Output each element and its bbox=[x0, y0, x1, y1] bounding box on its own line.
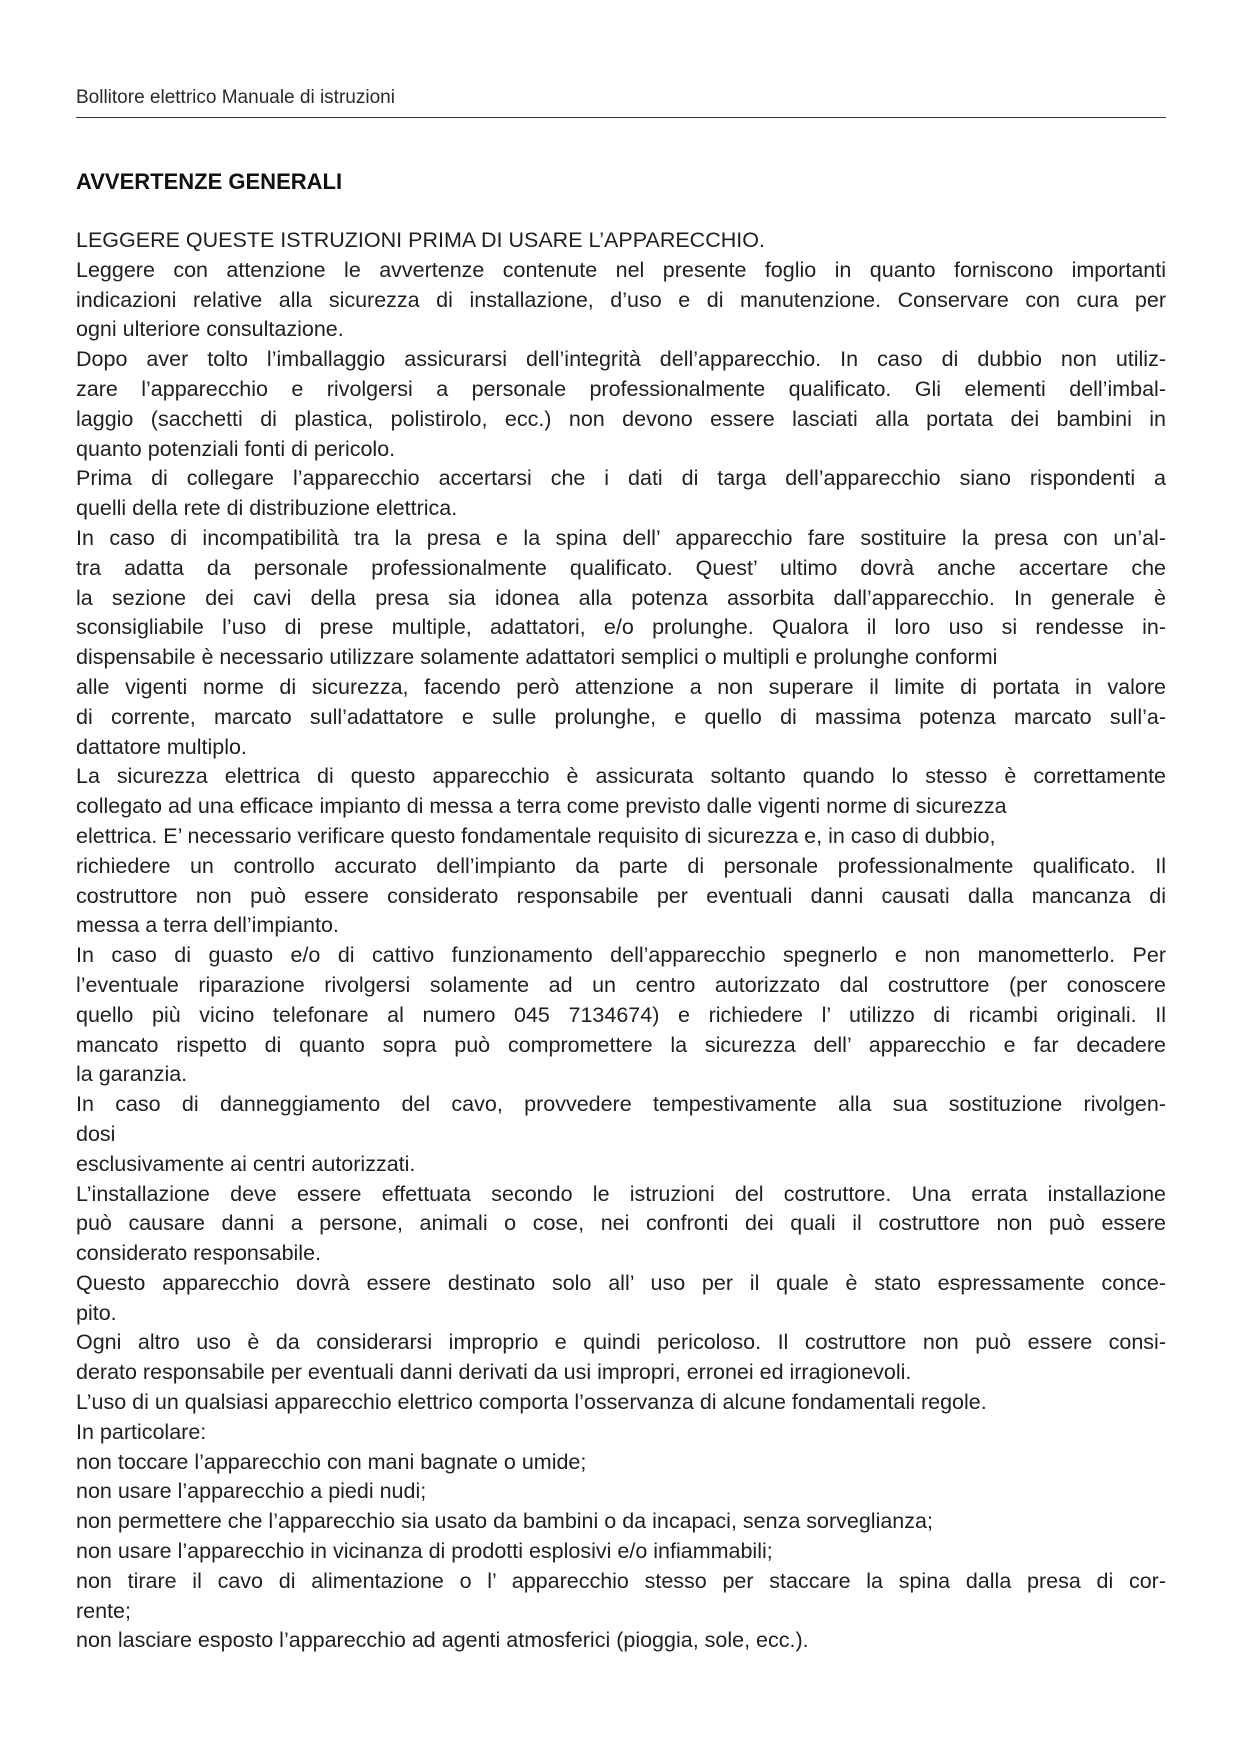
text-line: collegato ad una efficace impianto di messa a terra come previsto dalle vigenti norme di sicurezza bbox=[76, 794, 1007, 819]
text-line: LEGGERE QUESTE ISTRUZIONI PRIMA DI USARE L’APPARECCHIO. bbox=[76, 228, 765, 252]
text-line: di corrente, marcato sull’adattatore e sulle prolunghe, e quello di massima potenza marcato sull’a- bbox=[76, 704, 1166, 729]
text-line: Questo apparecchio dovrà essere destinato solo all’ uso per il quale è stato espressamente conce- bbox=[76, 1270, 1166, 1295]
text-line: la sezione dei cavi della presa sia idonea alla potenza assorbita dall’apparecchio. In generale è bbox=[76, 585, 1166, 610]
text-line: In caso di danneggiamento del cavo, provvedere tempestivamente alla sua sostituzione rivolgen- bbox=[76, 1092, 1166, 1117]
text-line: La sicurezza elettrica di questo apparecchio è assicurata soltanto quando lo stesso è correttamente bbox=[76, 764, 1166, 789]
text-line: quanto potenziali fonti di pericolo. bbox=[76, 436, 396, 461]
running-header: Bollitore elettrico Manuale di istruzioni bbox=[76, 87, 395, 108]
text-line: la garanzia. bbox=[76, 1062, 188, 1087]
text-line: Leggere con attenzione le avvertenze contenute nel presente foglio in quanto forniscono importanti bbox=[76, 257, 1166, 282]
text-line: non usare l’apparecchio in vicinanza di prodotti esplosivi e/o infiammabili; bbox=[76, 1539, 773, 1564]
text-line: Dopo aver tolto l’imballaggio assicurarsi dell’integrità dell’apparecchio. In caso di dubbio non utiliz- bbox=[76, 347, 1166, 372]
body-text bbox=[76, 226, 1166, 1656]
text-line: In caso di guasto e/o di cattivo funzionamento dell’apparecchio spegnerlo e non manometterlo. Per bbox=[76, 943, 1166, 968]
text-line: costruttore non può essere considerato responsabile per eventuali danni causati dalla mancanza di bbox=[76, 883, 1166, 908]
text-line: dattatore multiplo. bbox=[76, 734, 247, 759]
text-line: l’eventuale riparazione rivolgersi solamente ad un centro autorizzato dal costruttore (per conoscere bbox=[76, 972, 1166, 997]
text-line: quello più vicino telefonare al numero 045 7134674) e richiedere l’ utilizzo di ricambi originali. Il bbox=[76, 1002, 1166, 1027]
text-line: dispensabile è necessario utilizzare solamente adattatori semplici o multipli e prolunghe conformi bbox=[76, 645, 998, 670]
text-line: laggio (sacchetti di plastica, polistirolo, ecc.) non devono essere lasciati alla portata dei bambini in bbox=[76, 406, 1166, 431]
text-line: elettrica. E’ necessario verificare questo fondamentale requisito di sicurezza e, in caso di dubbio, bbox=[76, 823, 996, 848]
section-title: AVVERTENZE GENERALI bbox=[76, 169, 343, 194]
text-line: non tirare il cavo di alimentazione o l’ apparecchio stesso per staccare la spina dalla presa di cor- bbox=[76, 1568, 1166, 1593]
text-line: dosi bbox=[76, 1121, 116, 1146]
text-line: indicazioni relative alla sicurezza di installazione, d’uso e di manutenzione. Conservare con cura per bbox=[76, 287, 1166, 312]
text-line: In particolare: bbox=[76, 1419, 207, 1444]
text-line: alle vigenti norme di sicurezza, facendo però attenzione a non superare il limite di portata in valore bbox=[76, 674, 1166, 699]
text-line: In caso di incompatibilità tra la presa e la spina dell’ apparecchio fare sostituire la presa con un’al- bbox=[76, 525, 1166, 550]
text-line: zare l’apparecchio e rivolgersi a personale professionalmente qualificato. Gli elementi dell’imbal- bbox=[76, 376, 1166, 401]
text-line: Ogni altro uso è da considerarsi improprio e quindi pericoloso. Il costruttore non può essere consi- bbox=[76, 1330, 1166, 1355]
text-line: considerato responsabile. bbox=[76, 1241, 322, 1266]
text-line: L’installazione deve essere effettuata secondo le istruzioni del costruttore. Una errata installazione bbox=[76, 1181, 1166, 1206]
text-line: mancato rispetto di quanto sopra può compromettere la sicurezza dell’ apparecchio e far decadere bbox=[76, 1032, 1166, 1057]
text-line: Prima di collegare l’apparecchio accertarsi che i dati di targa dell’apparecchio siano rispondenti a bbox=[76, 466, 1166, 491]
text-line: ogni ulteriore consultazione. bbox=[76, 317, 344, 342]
text-line: derato responsabile per eventuali danni derivati da usi impropri, erronei ed irragionevoli. bbox=[76, 1360, 912, 1385]
text-line: pito. bbox=[76, 1300, 117, 1325]
text-line: richiedere un controllo accurato dell’impianto da parte di personale professionalmente qualificato. Il bbox=[76, 853, 1166, 878]
text-line: non lasciare esposto l’apparecchio ad agenti atmosferici (pioggia, sole, ecc.). bbox=[76, 1628, 809, 1653]
text-line: può causare danni a persone, animali o cose, nei confronti dei quali il costruttore non può essere bbox=[76, 1211, 1166, 1236]
text-line: tra adatta da personale professionalmente qualificato. Quest’ ultimo dovrà anche accertare che bbox=[76, 555, 1166, 580]
header-divider bbox=[76, 117, 1166, 118]
text-line: messa a terra dell’impianto. bbox=[76, 913, 339, 938]
text-line: L’uso di un qualsiasi apparecchio elettrico comporta l’osservanza di alcune fondamentali regole. bbox=[76, 1390, 987, 1415]
text-line: non toccare l’apparecchio con mani bagnate o umide; bbox=[76, 1449, 587, 1474]
text-line: non usare l’apparecchio a piedi nudi; bbox=[76, 1479, 427, 1504]
text-line: sconsigliabile l’uso di prese multiple, adattatori, e/o prolunghe. Qualora il loro uso si rendesse in- bbox=[76, 615, 1166, 640]
text-line: non permettere che l’apparecchio sia usato da bambini o da incapaci, senza sorveglianza; bbox=[76, 1509, 933, 1534]
text-line: quelli della rete di distribuzione elettrica. bbox=[76, 496, 458, 521]
text-line: esclusivamente ai centri autorizzati. bbox=[76, 1151, 416, 1176]
text-line: rente; bbox=[76, 1598, 131, 1623]
